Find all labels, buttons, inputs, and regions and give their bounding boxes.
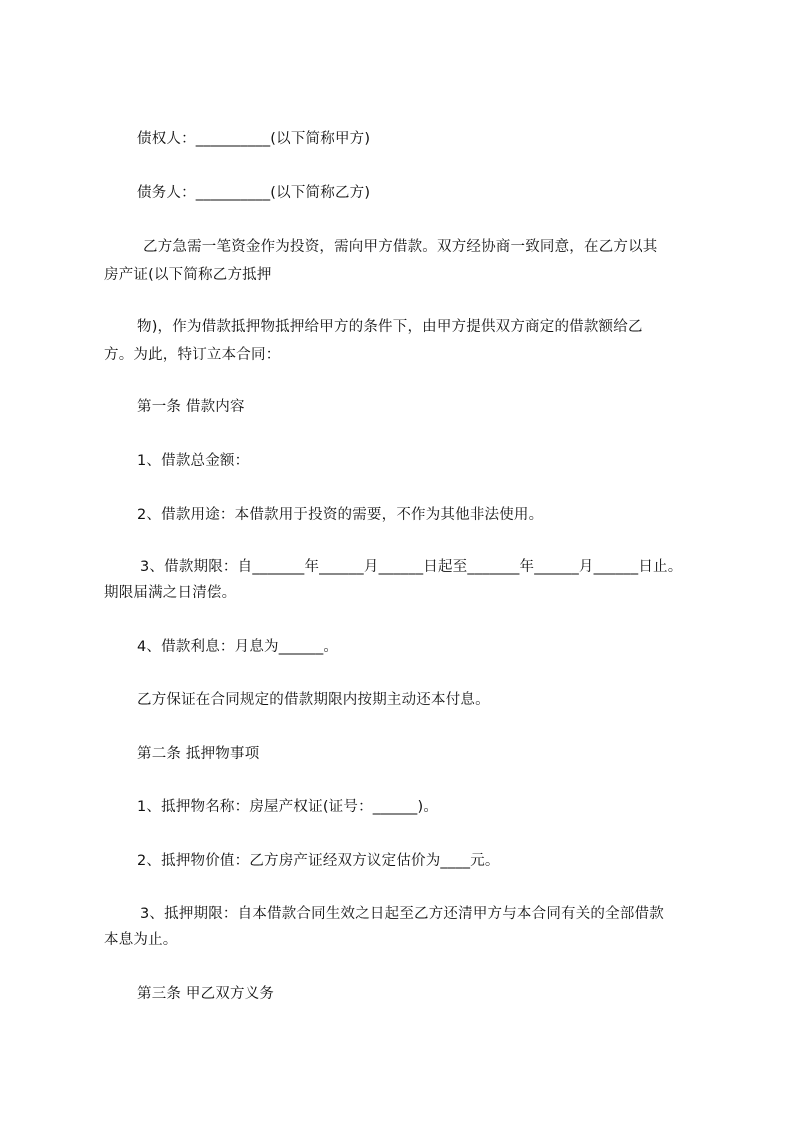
item-1-1: 1、借款总金额： [137,453,250,469]
article-1-title: 第一条 借款内容 [137,399,245,415]
item-1-2: 2、借款用途：本借款用于投资的需要，不作为其他非法使用。 [137,507,544,523]
debtor-line: 债务人：__________(以下简称乙方) [137,185,371,201]
item-2-1: 1、抵押物名称：房屋产权证(证号：______)。 [137,799,439,815]
item-2-3-line-2: 本息为止。 [104,932,178,948]
intro-paragraph-line-4: 方。为此，特订立本合同： [104,347,281,363]
article-3-title: 第三条 甲乙双方义务 [137,986,275,1002]
intro-paragraph-line-1: 乙方急需一笔资金作为投资，需向甲方借款。双方经协商一致同意，在乙方以其 [143,239,658,255]
guarantee-line: 乙方保证在合同规定的借款期限内按期主动还本付息。 [137,692,490,708]
intro-paragraph-line-3: 物)，作为借款抵押物抵押给甲方的条件下，由甲方提供双方商定的借款额给乙 [137,319,643,335]
item-1-3-line-1: 3、借款期限：自_______年______月______日起至_______年______月______日止。 [140,559,683,575]
intro-paragraph-line-2: 房产证(以下简称乙方抵押 [104,267,272,283]
item-1-3-line-2: 期限届满之日清偿。 [104,585,237,601]
article-2-title: 第二条 抵押物事项 [137,746,260,762]
item-2-2: 2、抵押物价值：乙方房产证经双方议定估价为____元。 [137,853,500,869]
creditor-line: 债权人：__________(以下简称甲方) [137,131,371,147]
item-1-4: 4、借款利息：月息为______。 [137,639,339,655]
item-2-3-line-1: 3、抵押期限：自本借款合同生效之日起至乙方还清甲方与本合同有关的全部借款 [140,906,664,922]
